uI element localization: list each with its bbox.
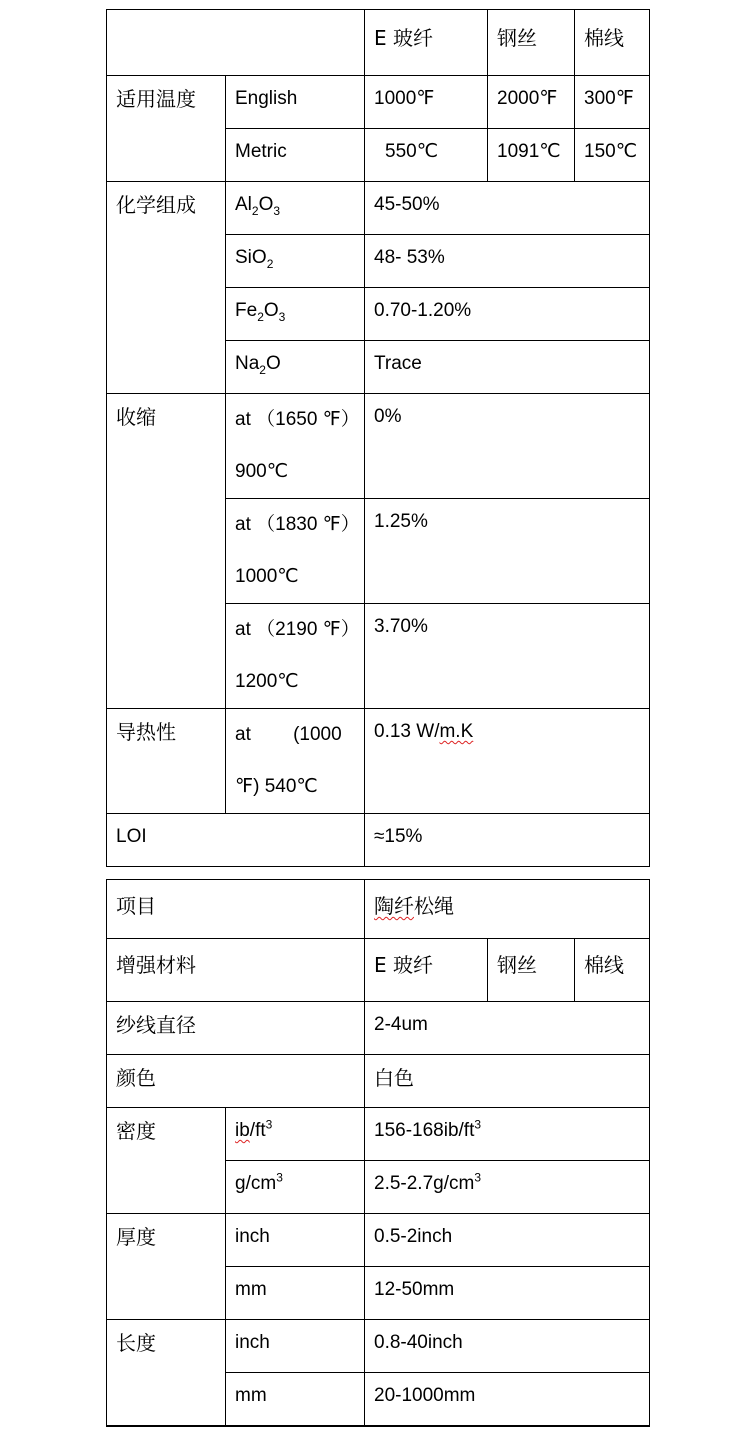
value-text: 0.13 W/ [374,721,440,742]
condition-cell [226,604,365,709]
condition-line: 900℃ [235,461,289,482]
spellcheck-underlined-text: m.K [439,721,474,742]
unit-cell [226,1108,365,1161]
unit-cell: mm [226,1373,365,1426]
value-cell: 1.25% [365,499,650,604]
value-text: 156-168ib/ft [374,1120,475,1141]
table-row [107,939,650,1002]
condition-cell [226,394,365,499]
value-superscript: 3 [474,1117,482,1132]
unit-text: /ft [249,1120,266,1141]
condition-line: ℉) 540℃ [235,776,318,797]
header-row [107,10,650,76]
value-cell: 45-50% [365,182,650,235]
value-cell: 0.5-2inch [365,1214,650,1267]
unit-text: g/cm [235,1173,277,1194]
header-cell: E 玻纤 [365,10,488,76]
unit-superscript: 3 [276,1170,283,1185]
formula-cell [226,288,365,341]
table-row [107,1055,650,1108]
value-cell: 0.8-40inch [365,1320,650,1373]
value-cell [365,1161,650,1214]
formula-cell [226,182,365,235]
formula-part: O [263,300,279,321]
table-row [107,182,650,235]
value-cell [365,709,650,814]
row-label: 化学组成 [107,182,226,394]
unit-cell: inch [226,1214,365,1267]
unit-superscript: 3 [265,1117,273,1132]
row-label: 密度 [107,1108,226,1214]
formula-part: O [265,353,281,374]
value-cell: 300℉ [575,76,650,129]
value-cell: 2000℉ [488,76,575,129]
unit-cell [226,1161,365,1214]
value-cell: 20-1000mm [365,1373,650,1426]
unit-cell: Metric [226,129,365,182]
value-cell: ≈15% [365,814,650,867]
formula-cell [226,235,365,288]
unit-cell: English [226,76,365,129]
formula-part: Na [235,353,260,374]
condition-cell [226,499,365,604]
table-row [107,709,650,814]
formula-part: Al [235,194,252,215]
row-label: 增强材料 [107,939,365,1002]
value-cell: 1091℃ [488,129,575,182]
value-cell: Trace [365,341,650,394]
row-label: 颜色 [107,1055,365,1108]
header-cell: 棉线 [575,939,650,1002]
formula-part: Fe [235,300,258,321]
condition-line: at （2190 ℉） [235,619,360,640]
value-cell: 48- 53% [365,235,650,288]
value-cell: 550℃ [365,129,488,182]
table-row [107,76,650,129]
value-text: 松绳 [414,894,454,918]
row-label: 适用温度 [107,76,226,182]
table-row [107,1002,650,1055]
formula-subscript: 3 [273,203,281,218]
specs-table-properties [106,9,650,867]
spellcheck-underlined-text: 陶纤 [374,894,414,918]
table-row [107,1214,650,1267]
row-label: 收缩 [107,394,226,709]
header-cell: 棉线 [575,10,650,76]
value-cell: 3.70% [365,604,650,709]
header-cell: 钢丝 [488,939,575,1002]
value-cell: 1000℉ [365,76,488,129]
value-cell: 12-50mm [365,1267,650,1320]
table-row [107,1320,650,1373]
formula-part: SiO [235,247,267,268]
header-blank-cell [107,10,365,76]
header-cell: 钢丝 [488,10,575,76]
specs-table-rope [106,879,650,1427]
unit-cell: inch [226,1320,365,1373]
spellcheck-underlined-text: ib [235,1120,250,1141]
condition-line: 1200℃ [235,671,299,692]
header-cell: E 玻纤 [365,939,488,1002]
formula-subscript: 2 [266,256,274,271]
row-label: 导热性 [107,709,226,814]
condition-line: at （1650 ℉） [235,409,360,430]
row-label: 厚度 [107,1214,226,1320]
table-row [107,814,650,867]
table-row [107,1108,650,1161]
condition-cell [226,709,365,814]
value-text: 2.5-2.7g/cm [374,1173,475,1194]
row-label: 项目 [107,880,365,939]
formula-subscript: 3 [278,309,286,324]
formula-cell [226,341,365,394]
row-label: 长度 [107,1320,226,1426]
condition-line: at (1000 [235,724,342,745]
row-label: LOI [107,814,365,867]
row-label: 纱线直径 [107,1002,365,1055]
value-cell: 2-4um [365,1002,650,1055]
value-superscript: 3 [474,1170,482,1185]
value-cell [365,880,650,939]
formula-part: O [258,194,274,215]
formula-subscript: 2 [259,362,266,377]
value-cell: 0.70-1.20% [365,288,650,341]
value-cell: 0% [365,394,650,499]
formula-subscript: 2 [251,203,259,218]
unit-cell: mm [226,1267,365,1320]
value-cell: 白色 [365,1055,650,1108]
value-cell [365,1108,650,1161]
table-row [107,394,650,499]
condition-line: at （1830 ℉） [235,514,360,535]
formula-subscript: 2 [257,309,264,324]
condition-line: 1000℃ [235,566,299,587]
value-cell: 150℃ [575,129,650,182]
table-row [107,880,650,939]
